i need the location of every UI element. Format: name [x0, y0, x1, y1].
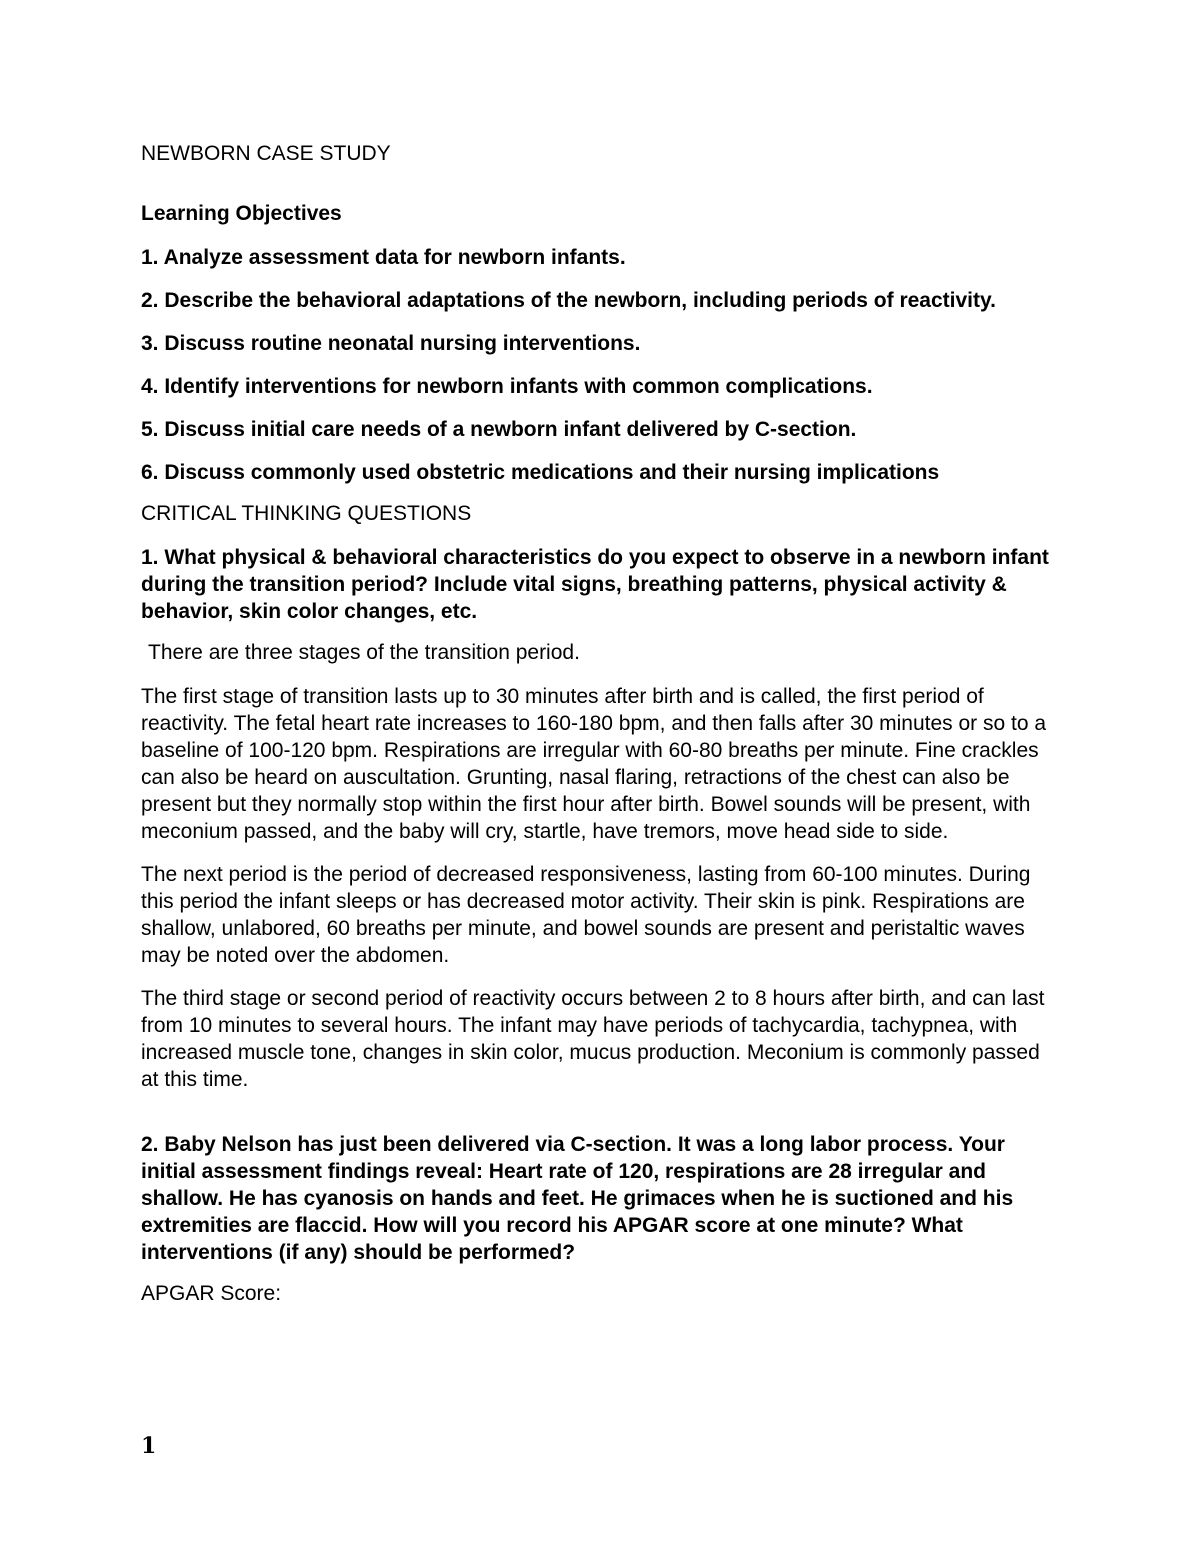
- objective-item: 6. Discuss commonly used obstetric medications and their nursing implications: [141, 461, 940, 484]
- objectives-list: [141, 244, 1061, 486]
- answer-1-paragraph: The next period is the period of decreased responsiveness, lasting from 60-100 minutes. During this period the infant sleeps or has decreased motor activity. Their skin is pink. Respirations are shallow, unlabored, 60 breaths per minute, and bowel sounds are present and peristaltic waves may be noted over the abdomen.: [141, 863, 1031, 967]
- objective-item: 2. Describe the behavioral adaptations of the newborn, including periods of reactivity.: [141, 289, 996, 312]
- answer-1-intro: There are three stages of the transition period.: [148, 641, 580, 664]
- page-number: 1: [141, 1433, 157, 1459]
- answer-1-paragraph: The first stage of transition lasts up to 30 minutes after birth and is called, the first period of reactivity. The fetal heart rate increases to 160-180 bpm, and then falls after 30 minutes or so to a baseline of 100-120 bpm. Respirations are irregular with 60-80 breaths per minute. Fine crackles can also be heard on auscultation. Grunting, nasal flaring, retractions of the chest can also be present but they normally stop within the first hour after birth. Bowel sounds will be present, with meconium passed, and the baby will cry, startle, have tremors, move head side to side.: [141, 685, 1047, 843]
- page-content: [141, 140, 1061, 1323]
- question-2: 2. Baby Nelson has just been delivered via C-section. It was a long labor process. Your initial assessment findings reveal: Heart rate of 120, respirations are 28 irregular and shallow. He has cyanosis on hands and feet. He grimaces when he is suctioned and his extremities are flaccid. How will you record his APGAR score at one minute? What interventions (if any) should be performed?: [141, 1133, 1014, 1264]
- document-title: NEWBORN CASE STUDY: [141, 142, 391, 165]
- objectives-heading: Learning Objectives: [141, 202, 342, 225]
- objective-item: 1. Analyze assessment data for newborn infants.: [141, 246, 626, 269]
- objective-item: 4. Identify interventions for newborn infants with common complications.: [141, 375, 873, 398]
- critical-thinking-heading: CRITICAL THINKING QUESTIONS: [141, 502, 472, 525]
- apgar-score-label: APGAR Score:: [141, 1282, 282, 1305]
- objective-item: 5. Discuss initial care needs of a newborn infant delivered by C-section.: [141, 418, 857, 441]
- answer-1-paragraph: The third stage or second period of reactivity occurs between 2 to 8 hours after birth, and can last from 10 minutes to several hours. The infant may have periods of tachycardia, tachypnea, with increased muscle tone, changes in skin color, mucus production. Meconium is commonly passed at this time.: [141, 987, 1045, 1091]
- objective-item: 3. Discuss routine neonatal nursing interventions.: [141, 332, 641, 355]
- question-1: 1. What physical & behavioral characteristics do you expect to observe in a newborn infant during the transition period? Include vital signs, breathing patterns, physical activity & behavior, skin color changes, etc.: [141, 546, 1049, 623]
